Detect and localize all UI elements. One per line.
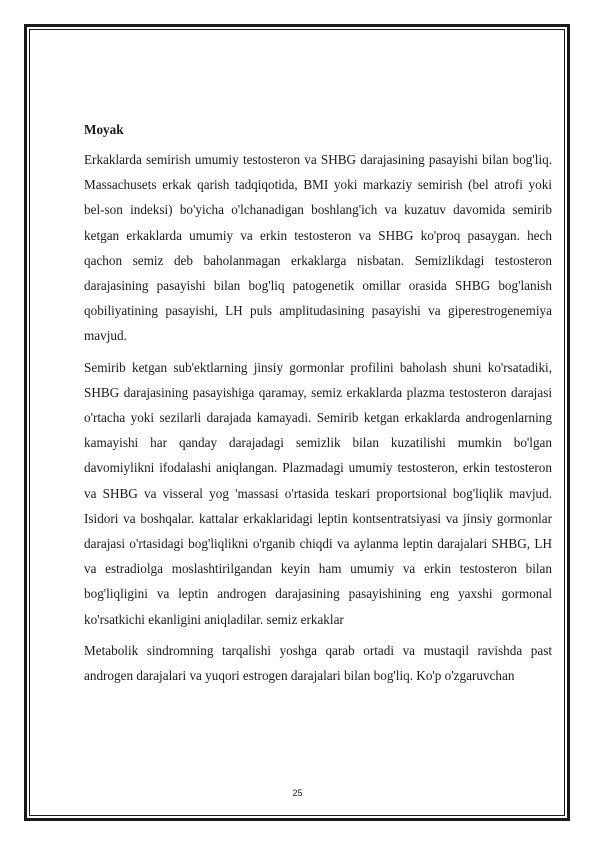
paragraph-3: Metabolik sindromning tarqalishi yoshga qarab ortadi va mustaqil ravishda past androgen darajalari va yuqori estrogen darajalari bilan bog'liq. Ko'p o'zgaruvchan — [84, 642, 552, 684]
paragraph-2: Semirib ketgan sub'ektlarning jinsiy gormonlar profilini baholash shuni ko'rsatadiki, SHBG darajasining pasayishiga qaramay, semiz erkaklarda plazma testosteron darajasi o'rtacha yoki sezilarli darajada kamayadi. Semirib ketgan erkaklarda androgenlarning kamayishi har qanday darajadagi semizlik bilan kuzatilishi mumkin bo'lgan davomiylikni ifodalashi aniqlangan. Plazmadagi umumiy testosteron, erkin testosteron va SHBG va visseral yog 'massasi o'rtasida teskari proportsional bog'liqlik mavjud. Isidori va boshqalar. kattalar erkaklaridagi leptin kontsentratsiyasi va jinsiy gormonlar darajasi o'rtasidagi bog'liqlikni o'rganib chiqdi va aylanma leptin darajalari SHBG, LH va estradiolga moslashtirilgandan keyin ham umumiy va erkin testosteron bilan bog'liqligini va leptin androgen darajasining pasayishining eng yaxshi gormonal ko'rsatkichi ekanligini aniqladilar. semiz erkaklar — [84, 359, 552, 627]
page-content — [84, 116, 552, 694]
paragraph-1: Erkaklarda semirish umumiy testosteron va SHBG darajasining pasayishi bilan bog'liq. Massachusets erkak qarish tadqiqotida, BMI yoki markaziy semirish (bel atrofi yoki bel-son indeksi) bo'yicha o'lchanadigan boshlang'ich va kuzatuv davomida semirib ketgan erkaklarda umumiy va erkin testosteron va SHBG ko'proq pasaygan. hech qachon semiz deb baholanmagan erkaklarga nisbatan. Semizlikdagi testosteron darajasining pasayishi bilan bog'liq patogenetik omillar orasida SHBG bog'lanish qobiliyatining pasayishi, LH puls amplitudasining pasayishi va giperestrogenemiya mavjud. — [84, 152, 552, 344]
section-heading: Moyak — [84, 122, 124, 137]
page-number: 25 — [292, 788, 303, 798]
